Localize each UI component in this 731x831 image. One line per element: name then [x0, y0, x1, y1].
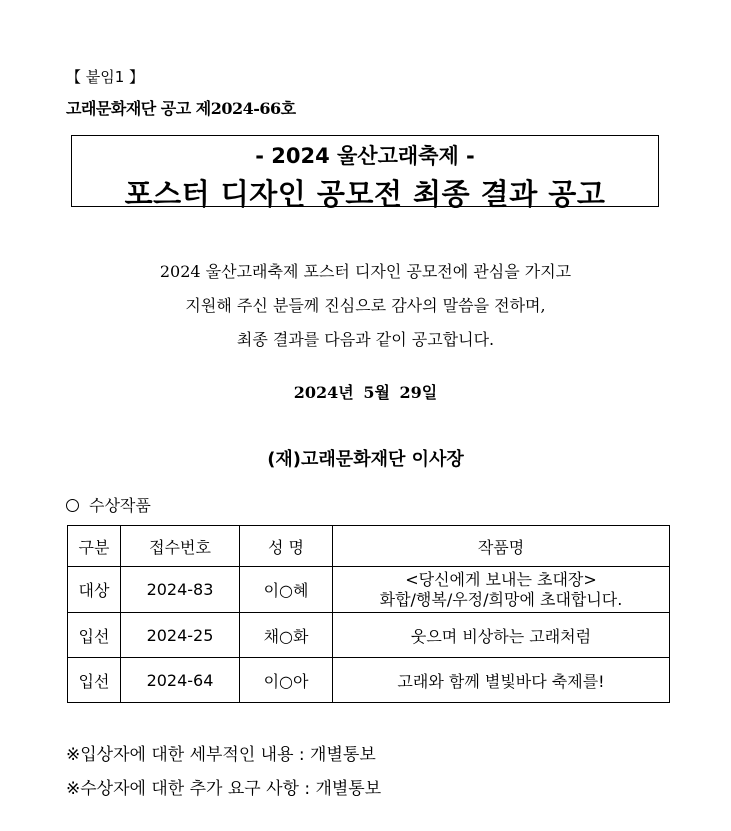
- cell-category: 대상: [68, 567, 121, 613]
- cell-category: 입선: [68, 613, 121, 658]
- cell-number: 2024-64: [121, 658, 240, 703]
- note-2: ※수상자에 대한 추가 요구 사항 : 개별통보: [66, 779, 382, 799]
- cell-name: 이○아: [240, 658, 333, 703]
- cell-work: [333, 567, 670, 613]
- title-box: [71, 135, 659, 211]
- cell-name: 이○혜: [240, 567, 333, 613]
- header-number: 접수번호: [121, 526, 240, 567]
- cell-name: 채○화: [240, 613, 333, 658]
- cell-number: 2024-83: [121, 567, 240, 613]
- table-row: [68, 613, 670, 658]
- section-heading: [66, 493, 151, 516]
- notice-date: 2024년 5월 29일: [293, 383, 438, 402]
- header-category: 구분: [68, 526, 121, 567]
- notice-number: 고래문화재단 공고 제2024-66호: [66, 99, 296, 118]
- note-1: ※입상자에 대한 세부적인 내용 : 개별통보: [66, 745, 376, 765]
- table-row: [68, 567, 670, 613]
- title-main: 포스터 디자인 공모전 최종 결과 공고: [124, 177, 606, 211]
- awards-table: [67, 525, 670, 703]
- cell-work: 고래와 함께 별빛바다 축제를!: [333, 658, 670, 703]
- title-subtitle: - 2024 울산고래축제 -: [255, 144, 475, 168]
- header-name: 성 명: [240, 526, 333, 567]
- circle-bullet-icon: [66, 499, 79, 512]
- table-row: [68, 658, 670, 703]
- work-title-line-2: 화합/행복/우정/희망에 초대합니다.: [379, 589, 623, 609]
- body-line-3: 최종 결과를 다음과 같이 공고합니다.: [236, 330, 495, 349]
- section-title: 수상작품: [89, 496, 151, 515]
- attachment-label: 【 붙임1 】: [66, 68, 145, 86]
- body-line-1: 2024 울산고래축제 포스터 디자인 공모전에 관심을 가지고: [159, 262, 572, 281]
- cell-category: 입선: [68, 658, 121, 703]
- body-line-2: 지원해 주신 분들께 진심으로 감사의 말씀을 전하며,: [185, 296, 546, 315]
- cell-number: 2024-25: [121, 613, 240, 658]
- organization-name: (재)고래문화재단 이사장: [267, 449, 464, 470]
- table-header-row: [68, 526, 670, 567]
- work-title-line-1: <당신에게 보내는 초대장>: [405, 569, 597, 589]
- cell-work: 웃으며 비상하는 고래처럼: [333, 613, 670, 658]
- header-work: 작품명: [333, 526, 670, 567]
